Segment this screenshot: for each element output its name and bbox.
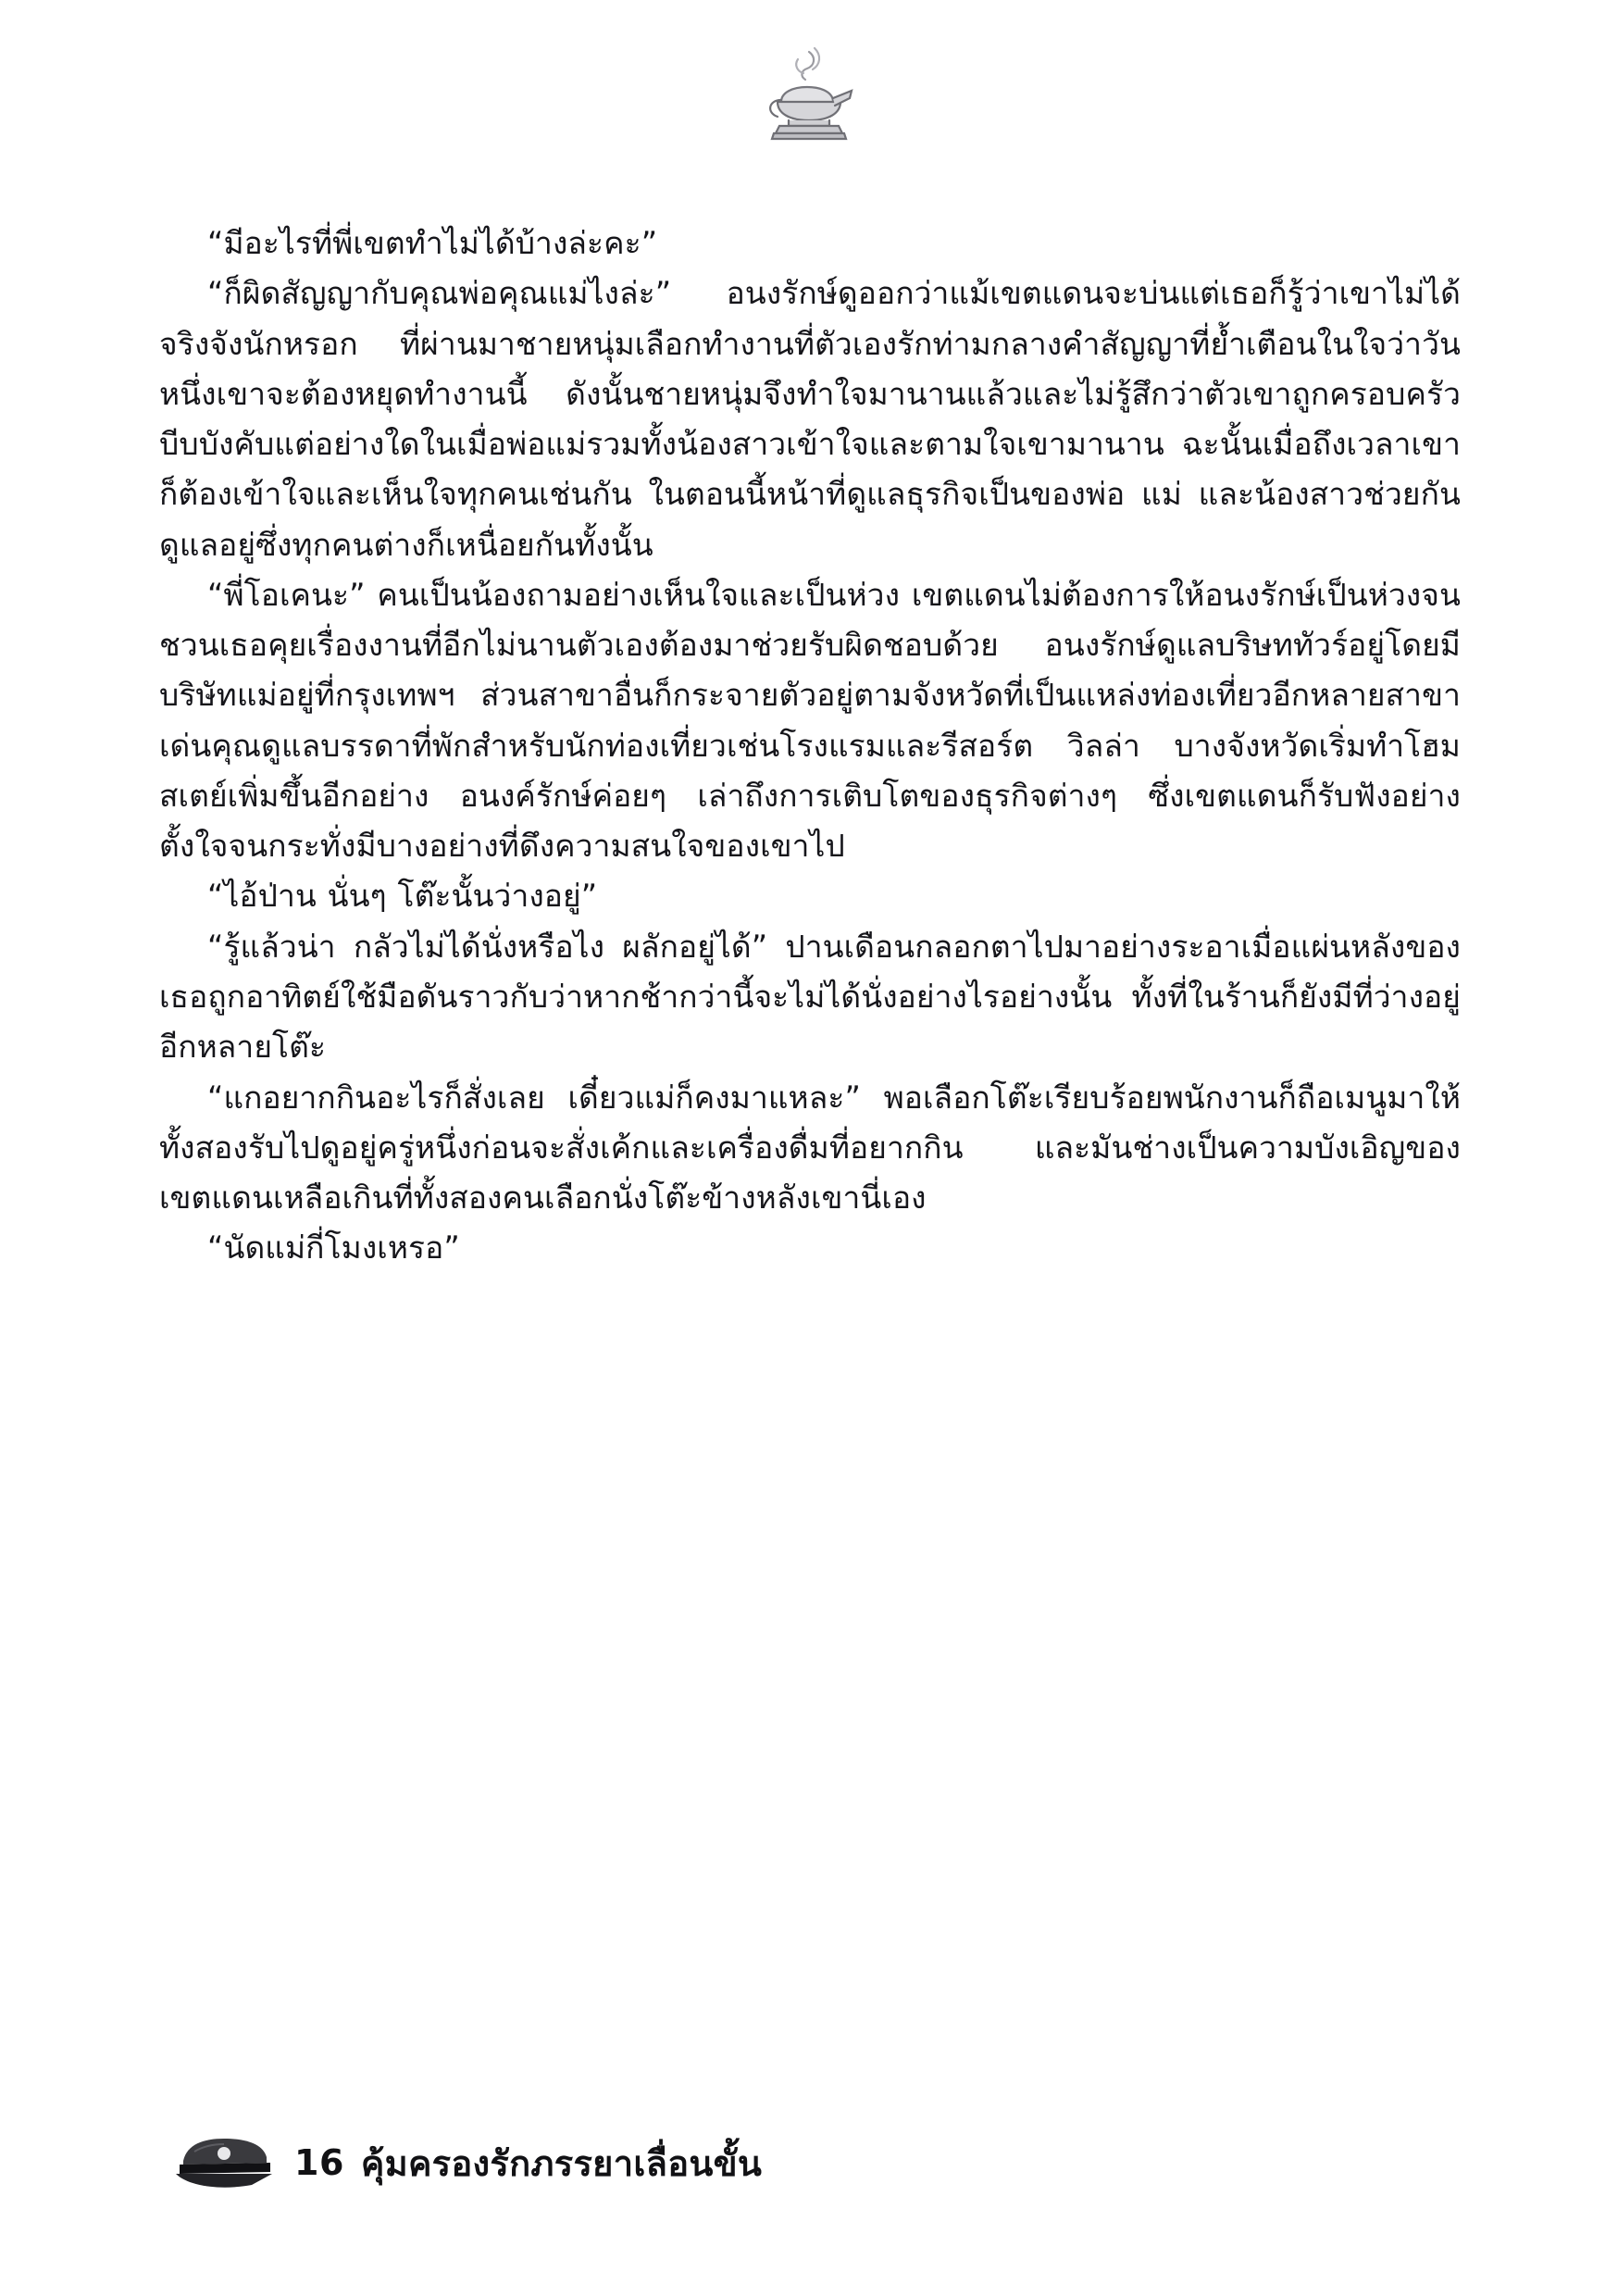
paragraph: “ก็ผิดสัญญากับคุณพ่อคุณแม่ไงล่ะ” อนงรักษ์ดูออกว่าแม้เขตแดนจะบ่นแต่เธอก็รู้ว่าเขาไม่ได้จริงจังนักหรอก ที่ผ่านมาชายหนุ่มเลือกทำงานที่ตัวเองรักท่ามกลางคำสัญญาที่ย้ำเตือนในใจว่าวันหนึ่งเขาจะต้องหยุดทำงานนี้ ดังนั้นชายหนุ่มจึงทำใจมานานแล้วและไม่รู้สึกว่าตัวเขาถูกครอบครัวบีบบังคับแต่อย่างใดในเมื่อพ่อแม่รวมทั้งน้องสาวเข้าใจและตามใจเขามานาน ฉะนั้นเมื่อถึงเวลาเขาก็ต้องเข้าใจและเห็นใจทุกคนเช่นกัน ในตอนนี้หน้าที่ดูแลธุรกิจเป็นของพ่อ แม่ และน้องสาวช่วยกันดูแลอยู่ซึ่งทุกคนต่างก็เหนื่อยกันทั้งนั้น <box>159 275 1461 563</box>
paragraph: “พี่โอเคนะ” คนเป็นน้องถามอย่างเห็นใจและเป็นห่วง เขตแดนไม่ต้องการให้อนงรักษ์เป็นห่วงจนชวนเธอคุยเรื่องงานที่อีกไม่นานตัวเองต้องมาช่วยรับผิดชอบด้วย อนงรักษ์ดูแลบริษททัวร์อยู่โดยมีบริษัทแม่อยู่ที่กรุงเทพฯ ส่วนสาขาอื่นก็กระจายตัวอยู่ตามจังหวัดที่เป็นแหล่งท่องเที่ยวอีกหลายสาขา เด่นคุณดูแลบรรดาที่พักสำหรับนักท่องเที่ยวเช่นโรงแรมและรีสอร์ต วิลล่า บางจังหวัดเริ่มทำโฮมสเตย์เพิ่มขึ้นอีกอย่าง อนงค์รักษ์ค่อยๆ เล่าถึงการเติบโตของธุรกิจต่างๆ ซึ่งเขตแดนก็รับฟังอย่างตั้งใจจนกระทั่งมีบางอย่างที่ดึงความสนใจของเขาไป <box>159 576 1461 865</box>
header-ornament <box>0 44 1618 146</box>
paragraph: “แกอยากกินอะไรก็สั่งเลย เดี๋ยวแม่ก็คงมาแหละ” พอเลือกโต๊ะเรียบร้อยพนักงานก็ถือเมนูมาให้ ทั้งสองรับไปดูอยู่ครู่หนึ่งก่อนจะสั่งเค้กและเครื่องดื่มที่อยากกิน และมันช่างเป็นความบังเอิญของเขตแดนเหลือเกินที่ทั้งสองคนเลือกนั่งโต๊ะข้างหลังเขานี่เอง <box>159 1079 1461 1217</box>
oil-lamp-icon <box>753 44 865 146</box>
police-cap-icon <box>167 2133 278 2192</box>
body-text <box>159 218 1461 1274</box>
paragraph: “มีอะไรที่พี่เขตทำไม่ได้บ้างล่ะคะ” <box>207 225 658 261</box>
page-footer <box>167 2133 762 2192</box>
book-title: คุ้มครองรักภรรยาเลื่อนขั้น <box>360 2142 763 2184</box>
paragraph: “ไอ้ป่าน นั่นๆ โต๊ะนั้นว่างอยู่” <box>207 878 598 915</box>
paragraph: “รู้แล้วน่า กลัวไม่ได้นั่งหรือไง ผลักอยู่ได้” ปานเดือนกลอกตาไปมาอย่างระอาเมื่อแผ่นหลังของเธอถูกอาทิตย์ใช้มือดันราวกับว่าหากช้ากว่านี้จะไม่ได้นั่งอย่างไรอย่างนั้น ทั้งที่ในร้านก็ยังมีที่ว่างอยู่อีกหลายโต๊ะ <box>159 928 1461 1066</box>
paragraph: “นัดแม่กี่โมงเหรอ” <box>207 1229 460 1267</box>
page-number: 16 <box>294 2142 344 2183</box>
